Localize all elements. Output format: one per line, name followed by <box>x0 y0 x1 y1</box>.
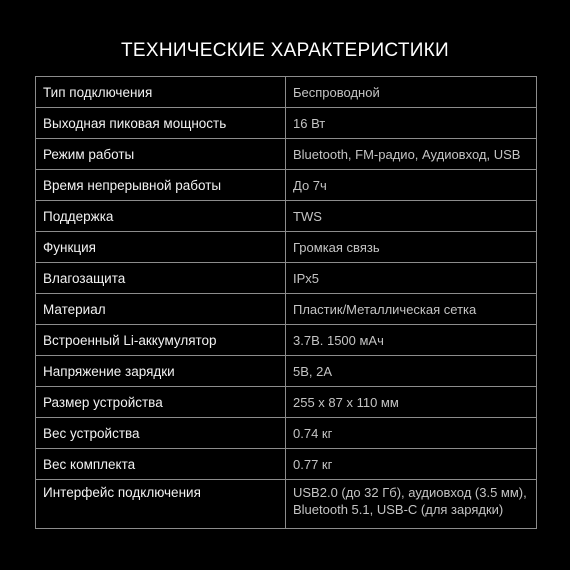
table-row <box>36 139 537 170</box>
spec-label-water-protection: Влагозащита <box>36 263 286 294</box>
spec-value-function: Громкая связь <box>286 232 537 263</box>
spec-value-connection-type: Беспроводной <box>286 77 537 108</box>
table-row <box>36 232 537 263</box>
spec-value-interface-line-1: USB2.0 (до 32 Гб), аудиовход (3.5 мм), <box>293 485 527 500</box>
spec-value-battery: 3.7В. 1500 мАч <box>286 325 537 356</box>
table-row <box>36 387 537 418</box>
table-row <box>36 449 537 480</box>
table-row <box>36 77 537 108</box>
spec-label-connection-type: Тип подключения <box>36 77 286 108</box>
spec-label-device-size: Размер устройства <box>36 387 286 418</box>
table-row <box>36 356 537 387</box>
spec-value-material: Пластик/Металлическая сетка <box>286 294 537 325</box>
spec-label-interface: Интерфейс подключения <box>36 480 286 529</box>
spec-label-kit-weight: Вес комплекта <box>36 449 286 480</box>
page-title: ТЕХНИЧЕСКИЕ ХАРАКТЕРИСТИКИ <box>120 40 450 61</box>
spec-value-device-weight: 0.74 кг <box>286 418 537 449</box>
spec-value-kit-weight: 0.77 кг <box>286 449 537 480</box>
spec-value-runtime: До 7ч <box>286 170 537 201</box>
spec-label-battery: Встроенный Li-аккумулятор <box>36 325 286 356</box>
table-row <box>36 108 537 139</box>
spec-value-charging-voltage: 5В, 2А <box>286 356 537 387</box>
spec-value-interface-line-2: Bluetooth 5.1, USB-C (для зарядки) <box>293 502 504 517</box>
spec-label-function: Функция <box>36 232 286 263</box>
spec-value-interface <box>286 480 537 529</box>
spec-label-device-weight: Вес устройства <box>36 418 286 449</box>
spec-label-modes: Режим работы <box>36 139 286 170</box>
specs-table <box>35 76 537 529</box>
spec-value-modes: Bluetooth, FM-радио, Аудиовход, USB <box>286 139 537 170</box>
spec-label-peak-power: Выходная пиковая мощность <box>36 108 286 139</box>
table-row <box>36 170 537 201</box>
table-row <box>36 480 537 529</box>
table-row <box>36 294 537 325</box>
spec-label-support: Поддержка <box>36 201 286 232</box>
table-row <box>36 325 537 356</box>
spec-label-charging-voltage: Напряжение зарядки <box>36 356 286 387</box>
table-row <box>36 263 537 294</box>
table-row <box>36 201 537 232</box>
spec-value-peak-power: 16 Вт <box>286 108 537 139</box>
table-row <box>36 418 537 449</box>
spec-label-material: Материал <box>36 294 286 325</box>
spec-value-device-size: 255 x 87 x 110 мм <box>286 387 537 418</box>
spec-value-water-protection: IPx5 <box>286 263 537 294</box>
spec-value-support: TWS <box>286 201 537 232</box>
spec-label-runtime: Время непрерывной работы <box>36 170 286 201</box>
